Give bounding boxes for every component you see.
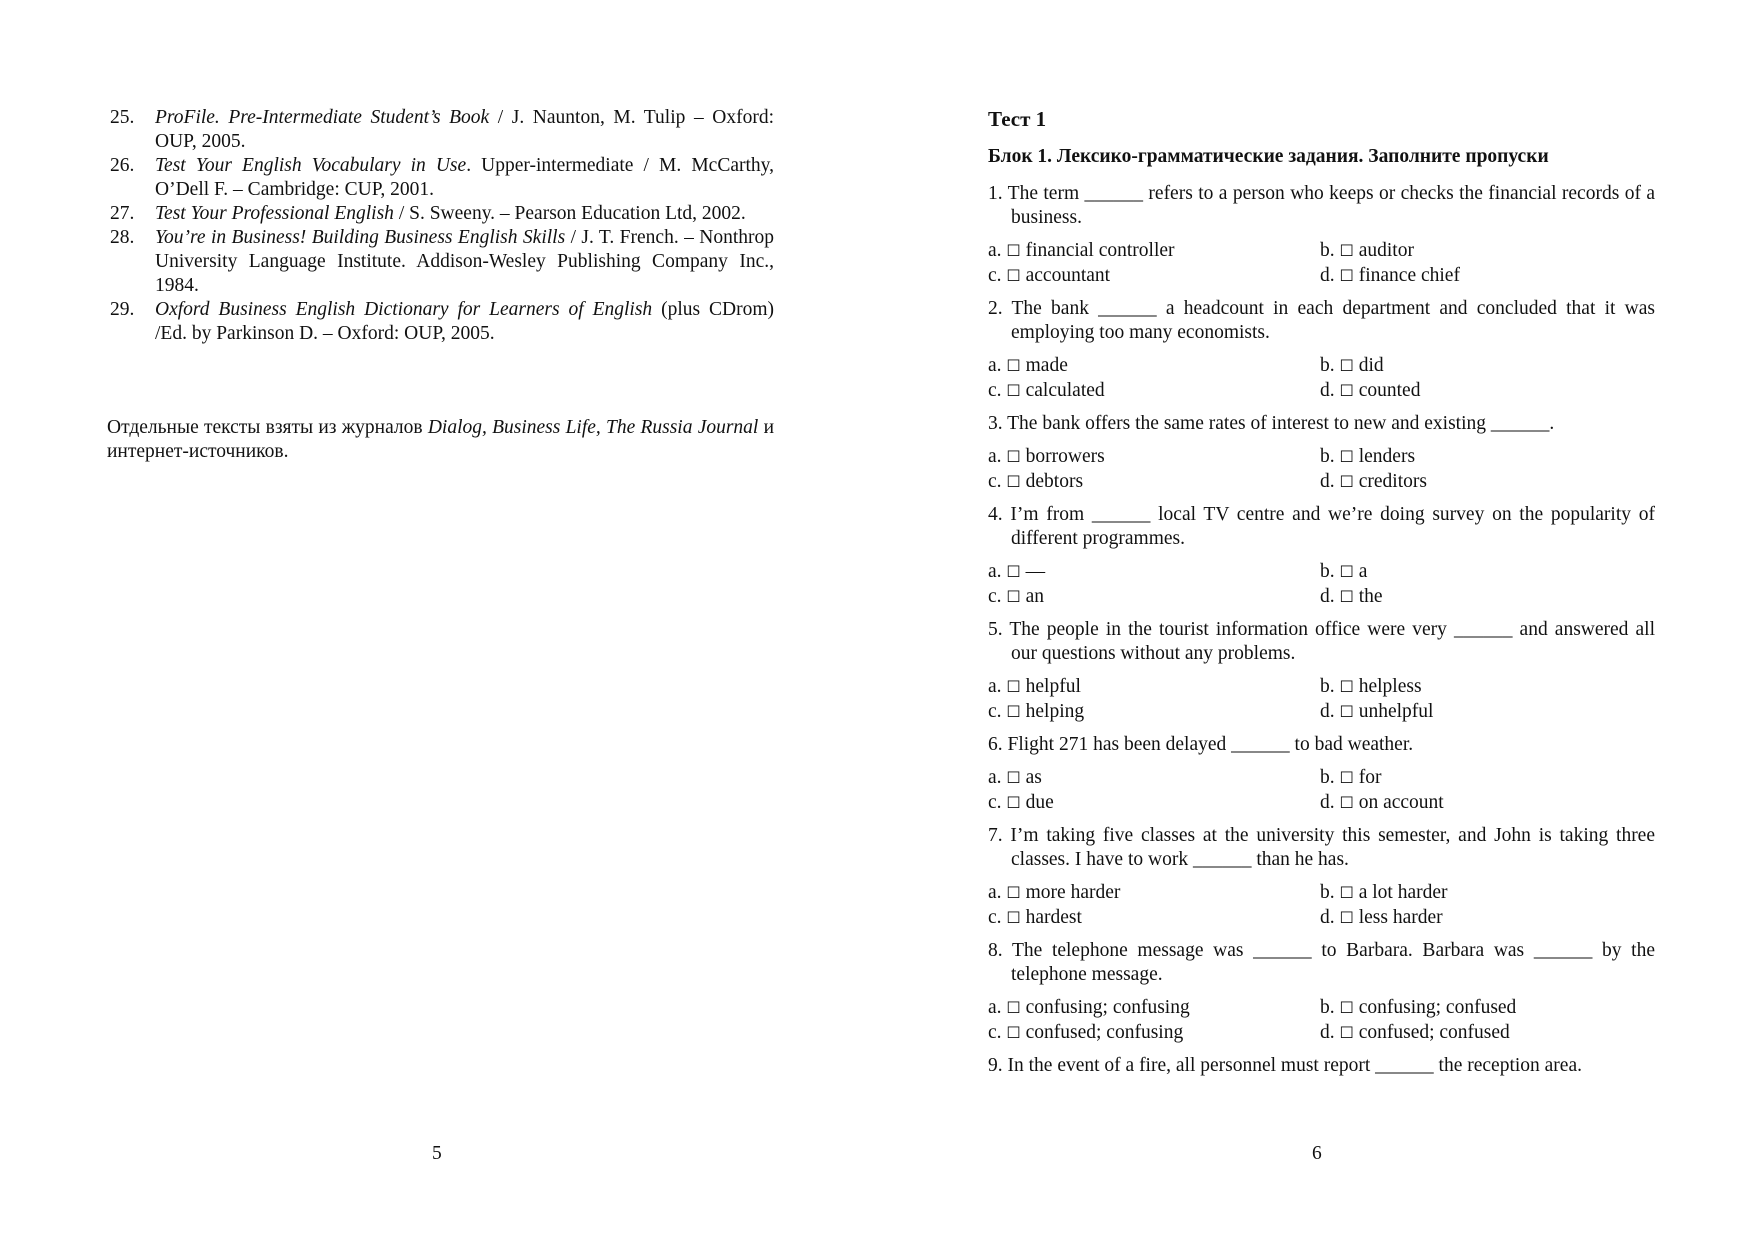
answer-option[interactable] <box>988 559 1320 584</box>
option-text: confused; confusing <box>1025 1022 1184 1043</box>
question-list <box>988 182 1655 1087</box>
question-text: 4. I’m from ______ local TV centre and we’re doing survey on the popularity of different programmes. <box>988 504 1655 549</box>
answer-options <box>988 995 1655 1045</box>
answer-option[interactable] <box>988 238 1320 263</box>
option-letter: a. <box>988 240 1002 261</box>
option-text: helpful <box>1025 676 1081 697</box>
checkbox-icon[interactable]: ☐ <box>1339 793 1354 812</box>
checkbox-icon[interactable]: ☐ <box>1006 381 1021 400</box>
answer-options <box>988 444 1655 494</box>
option-text: lenders <box>1358 446 1416 467</box>
answer-option[interactable] <box>1320 1020 1655 1045</box>
option-text: as <box>1025 767 1042 788</box>
option-text: made <box>1025 355 1068 376</box>
reference-item <box>107 226 774 298</box>
option-letter: b. <box>1320 882 1335 903</box>
checkbox-icon[interactable]: ☐ <box>1006 702 1021 721</box>
answer-option[interactable] <box>988 469 1320 494</box>
option-letter: d. <box>1320 907 1335 928</box>
option-letter: c. <box>988 1022 1002 1043</box>
option-text: accountant <box>1025 265 1111 286</box>
reference-item <box>107 106 774 154</box>
reference-item <box>107 298 774 346</box>
option-letter: c. <box>988 701 1002 722</box>
option-text: a lot harder <box>1358 882 1448 903</box>
option-letter: a. <box>988 882 1002 903</box>
left-page <box>0 0 877 1241</box>
option-text: confusing; confused <box>1358 997 1517 1018</box>
answer-option[interactable] <box>1320 584 1655 609</box>
checkbox-icon[interactable]: ☐ <box>1006 768 1021 787</box>
option-letter: b. <box>1320 355 1335 376</box>
answer-option[interactable] <box>988 905 1320 930</box>
answer-option[interactable] <box>988 674 1320 699</box>
reference-details: / J. Naunton, M. Tulip – Oxford: OUP, 2005. <box>155 107 774 152</box>
option-text: on account <box>1358 792 1444 813</box>
answer-option[interactable] <box>988 353 1320 378</box>
checkbox-icon[interactable]: ☐ <box>1339 562 1354 581</box>
option-letter: a. <box>988 767 1002 788</box>
question-item <box>988 618 1655 724</box>
option-text: finance chief <box>1358 265 1460 286</box>
option-letter: b. <box>1320 676 1335 697</box>
answer-option[interactable] <box>1320 995 1655 1020</box>
question-item <box>988 182 1655 288</box>
sources-note-end: и интернет-источников. <box>107 416 775 462</box>
answer-option[interactable] <box>1320 263 1655 288</box>
answer-option[interactable] <box>1320 790 1655 815</box>
answer-option[interactable] <box>1320 765 1655 790</box>
checkbox-icon[interactable]: ☐ <box>1006 266 1021 285</box>
question-text: 9. In the event of a fire, all personnel must report ______ the reception area. <box>988 1055 1582 1076</box>
answer-options <box>988 238 1655 288</box>
checkbox-icon[interactable]: ☐ <box>1006 356 1021 375</box>
sources-note-start: Отдельные тексты взяты из журналов <box>107 416 428 438</box>
checkbox-icon[interactable]: ☐ <box>1339 883 1354 902</box>
reference-title: Test Your English Vocabulary in Use <box>155 155 467 176</box>
answer-options <box>988 880 1655 930</box>
checkbox-icon[interactable]: ☐ <box>1006 562 1021 581</box>
reference-title: Oxford Business English Dictionary for Learners of English <box>155 299 653 320</box>
question-item <box>988 824 1655 930</box>
reference-number: 28. <box>110 227 135 248</box>
answer-option[interactable] <box>1320 880 1655 905</box>
checkbox-icon[interactable]: ☐ <box>1006 447 1021 466</box>
option-letter: c. <box>988 907 1002 928</box>
reference-details: / S. Sweeny. – Pearson Education Ltd, 2002. <box>393 203 746 224</box>
option-letter: b. <box>1320 561 1335 582</box>
question-text: 6. Flight 271 has been delayed ______ to bad weather. <box>988 734 1414 755</box>
option-letter: b. <box>1320 767 1335 788</box>
answer-options <box>988 674 1655 724</box>
option-letter: d. <box>1320 380 1335 401</box>
option-letter: d. <box>1320 586 1335 607</box>
option-text: borrowers <box>1025 446 1105 467</box>
option-text: a <box>1358 561 1368 582</box>
option-text: due <box>1025 792 1054 813</box>
option-text: less harder <box>1358 907 1443 928</box>
question-text: 3. The bank offers the same rates of interest to new and existing ______. <box>988 413 1555 434</box>
answer-option[interactable] <box>1320 469 1655 494</box>
option-letter: c. <box>988 380 1002 401</box>
option-letter: c. <box>988 265 1002 286</box>
answer-options <box>988 559 1655 609</box>
answer-option[interactable] <box>988 995 1320 1020</box>
option-letter: a. <box>988 355 1002 376</box>
option-text: helping <box>1025 701 1085 722</box>
reference-details: (plus CDrom) /Ed. by Parkinson D. – Oxford: OUP, 2005. <box>155 299 774 344</box>
option-letter: a. <box>988 676 1002 697</box>
checkbox-icon[interactable]: ☐ <box>1339 587 1354 606</box>
reference-details: . Upper-intermediate / M. McCarthy, O’Dell F. – Cambridge: CUP, 2001. <box>155 155 774 200</box>
checkbox-icon[interactable]: ☐ <box>1339 908 1354 927</box>
question-text: 5. The people in the tourist information office were very ______ and answered all our questions without any problems. <box>988 619 1655 664</box>
answer-option[interactable] <box>988 880 1320 905</box>
reference-list <box>107 106 774 346</box>
option-text: did <box>1358 355 1384 376</box>
block-title: Блок 1. Лексико-грамматические задания. Заполните пропуски <box>988 146 1549 167</box>
option-letter: d. <box>1320 701 1335 722</box>
question-item <box>988 1054 1655 1078</box>
sources-note-journals: Dialog, Business Life, The Russia Journal <box>427 416 759 438</box>
answer-option[interactable] <box>1320 674 1655 699</box>
reference-number: 29. <box>110 299 135 320</box>
answer-option[interactable] <box>1320 238 1655 263</box>
answer-option[interactable] <box>1320 353 1655 378</box>
reference-number: 26. <box>110 155 135 176</box>
checkbox-icon[interactable]: ☐ <box>1006 587 1021 606</box>
reference-number: 25. <box>110 107 135 128</box>
reference-title: Test Your Professional English <box>155 203 394 224</box>
question-item <box>988 939 1655 1045</box>
question-item <box>988 297 1655 403</box>
reference-item <box>107 154 774 202</box>
checkbox-icon[interactable]: ☐ <box>1339 677 1354 696</box>
option-letter: b. <box>1320 240 1335 261</box>
checkbox-icon[interactable]: ☐ <box>1006 883 1021 902</box>
answer-option[interactable] <box>988 1020 1320 1045</box>
checkbox-icon[interactable]: ☐ <box>1339 381 1354 400</box>
option-letter: a. <box>988 997 1002 1018</box>
answer-option[interactable] <box>1320 378 1655 403</box>
option-text: debtors <box>1025 471 1084 492</box>
option-letter: d. <box>1320 792 1335 813</box>
answer-options <box>988 765 1655 815</box>
option-letter: a. <box>988 561 1002 582</box>
checkbox-icon[interactable]: ☐ <box>1339 768 1354 787</box>
option-text: for <box>1358 767 1382 788</box>
answer-option[interactable] <box>988 790 1320 815</box>
option-letter: b. <box>1320 446 1335 467</box>
checkbox-icon[interactable]: ☐ <box>1006 677 1021 696</box>
question-text: 2. The bank ______ a headcount in each department and concluded that it was employing too many economists. <box>988 298 1655 343</box>
option-text: hardest <box>1025 907 1082 928</box>
answer-option[interactable] <box>988 378 1320 403</box>
option-text: creditors <box>1358 471 1427 492</box>
option-letter: d. <box>1320 265 1335 286</box>
option-text: more harder <box>1025 882 1121 903</box>
option-letter: c. <box>988 792 1002 813</box>
test-title: Тест 1 <box>988 107 1047 131</box>
option-text: an <box>1025 586 1045 607</box>
option-text: unhelpful <box>1358 701 1434 722</box>
option-letter: d. <box>1320 1022 1335 1043</box>
checkbox-icon[interactable]: ☐ <box>1006 472 1021 491</box>
question-text: 8. The telephone message was ______ to Barbara. Barbara was ______ by the telephone message. <box>988 940 1655 985</box>
checkbox-icon[interactable]: ☐ <box>1006 241 1021 260</box>
page-number-right: 6 <box>1312 1143 1322 1164</box>
answer-option[interactable] <box>1320 444 1655 469</box>
answer-option[interactable] <box>1320 905 1655 930</box>
answer-option[interactable] <box>988 699 1320 724</box>
option-text: helpless <box>1358 676 1422 697</box>
option-letter: b. <box>1320 997 1335 1018</box>
checkbox-icon[interactable]: ☐ <box>1006 908 1021 927</box>
answer-option[interactable] <box>1320 699 1655 724</box>
option-text: confused; confused <box>1358 1022 1510 1043</box>
checkbox-icon[interactable]: ☐ <box>1339 472 1354 491</box>
option-letter: c. <box>988 471 1002 492</box>
option-text: counted <box>1358 380 1421 401</box>
answer-option[interactable] <box>988 444 1320 469</box>
option-text: confusing; confusing <box>1025 997 1190 1018</box>
checkbox-icon[interactable]: ☐ <box>1339 241 1354 260</box>
option-text: calculated <box>1025 380 1105 401</box>
page-number-left: 5 <box>432 1143 442 1164</box>
checkbox-icon[interactable]: ☐ <box>1339 447 1354 466</box>
question-item <box>988 412 1655 494</box>
answer-option[interactable] <box>988 263 1320 288</box>
right-page <box>877 0 1755 1241</box>
option-text: — <box>1025 561 1046 582</box>
option-text: auditor <box>1358 240 1414 261</box>
question-item <box>988 503 1655 609</box>
answer-option[interactable] <box>988 584 1320 609</box>
reference-details: / J. T. French. – Nonthrop University Language Institute. Addison-Wesley Publishing Company Inc., 1984. <box>155 227 774 296</box>
checkbox-icon[interactable]: ☐ <box>1339 998 1354 1017</box>
option-text: the <box>1358 586 1383 607</box>
checkbox-icon[interactable]: ☐ <box>1339 266 1354 285</box>
option-letter: a. <box>988 446 1002 467</box>
checkbox-icon[interactable]: ☐ <box>1006 998 1021 1017</box>
reference-number: 27. <box>110 203 135 224</box>
option-letter: d. <box>1320 471 1335 492</box>
question-text: 1. The term ______ refers to a person who keeps or checks the financial records of a business. <box>988 183 1655 228</box>
option-letter: c. <box>988 586 1002 607</box>
checkbox-icon[interactable]: ☐ <box>1339 356 1354 375</box>
reference-title: ProFile. Pre-Intermediate Student’s Book <box>155 107 490 128</box>
checkbox-icon[interactable]: ☐ <box>1006 793 1021 812</box>
checkbox-icon[interactable]: ☐ <box>1339 1023 1354 1042</box>
question-item <box>988 733 1655 815</box>
question-text: 7. I’m taking five classes at the university this semester, and John is taking three classes. I have to work ______ than he has. <box>988 825 1655 870</box>
reference-item <box>107 202 774 226</box>
checkbox-icon[interactable]: ☐ <box>1339 702 1354 721</box>
reference-title: You’re in Business! Building Business English Skills <box>155 227 566 248</box>
checkbox-icon[interactable]: ☐ <box>1006 1023 1021 1042</box>
answer-options <box>988 353 1655 403</box>
answer-option[interactable] <box>988 765 1320 790</box>
sources-note <box>107 416 774 464</box>
option-text: financial controller <box>1025 240 1175 261</box>
answer-option[interactable] <box>1320 559 1655 584</box>
